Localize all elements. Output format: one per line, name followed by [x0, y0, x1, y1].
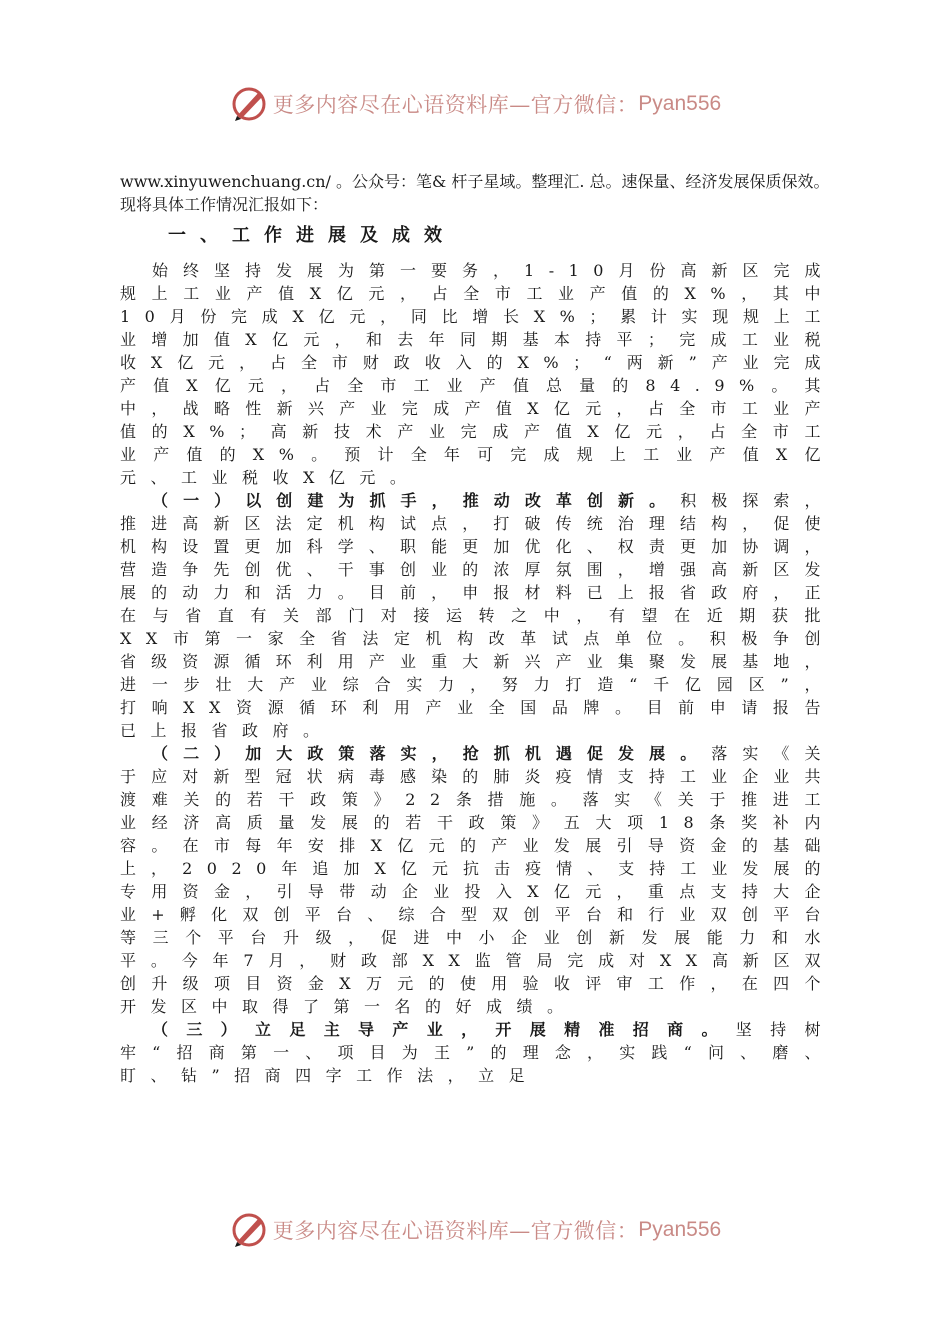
paragraph-reform — [120, 489, 835, 742]
body-investment: 坚持树牢“招商第一、项目为王”的理念，实践“问、磨、盯、钻”招商四字工作法，立足 — [120, 1020, 835, 1085]
document-body — [120, 170, 835, 1087]
section-heading: 一、工作进展及成效 — [168, 225, 456, 246]
banner-text: 更多内容尽在心语资料库—官方微信： — [272, 93, 639, 117]
footer-banner — [0, 1208, 950, 1252]
subheading-investment: （三）立足主导产业，开展精准招商。 — [152, 1020, 736, 1039]
pen-logo-icon — [229, 1210, 269, 1250]
banner-wechat-id: Pyan556 — [638, 92, 722, 115]
subheading-reform: （一）以创建为抓手，推动改革创新。 — [152, 491, 681, 510]
paragraph-policy — [120, 742, 835, 1018]
body-policy: 落实《关于应对新型冠状病毒感染的肺炎疫情支持工业企业共渡难关的若干政策》22条措施。落实《关于推进工业经济高质量发展的若干政策》五大项18条奖补内容。在市每年安排X亿元的产业发展引导资金的基础上，2020年追加X亿元抗击疫情、支持工业发展的专用资金，引导带动企业投入X亿元，重点支持大企业+孵化双创平台、综合型双创平台和行业双创平台等三个平台升级，促进中小企业创新发展能力和水平。今年7月，财政部XX监管局完成对XX高新区双创升级项目资金X万元的使用验收评审工作，在四个开发区中取得了第一名的好成绩。 — [120, 744, 835, 1016]
paragraph-investment — [120, 1018, 835, 1087]
subheading-policy: （二）加大政策落实，抢抓机遇促发展。 — [152, 744, 712, 763]
header-banner — [0, 82, 950, 126]
body-reform: 积极探索，推进高新区法定机构试点，打破传统治理结构，促使机构设置更加科学、职能更加优化、权责更加协调，营造争先创优、干事创业的浓厚氛围，增强高新区发展的动力和活力。目前，申报材料已上报省政府，正在与省直有关部门对接运转之中，有望在近期获批XX市第一家全省法定机构改革试点单位。积极争创省级资源循环利用产业重大新兴产业集聚发展基地，进一步壮大产业综合实力，努力打造“千亿园区”，打响XX资源循环利用产业全国品牌。目前申请报告已上报省政府。 — [120, 491, 835, 740]
pen-logo-icon — [229, 84, 269, 124]
paragraph-progress: 始终坚持发展为第一要务，1-10月份高新区完成规上工业产值X亿元，占全市工业产值的X%，其中10月份完成X亿元，同比增长X%；累计实现规上工业增加值X亿元，和去年同期基本持平；完成工业税收X亿元，占全市财政收入的X%；“两新”产业完成产值X亿元，占全市工业产值总量的84.9%。其中，战略性新兴产业完成产值X亿元，占全市工业产值的X%；高新技术产业完成产值X亿元，占全市工业产值的X%。预计全年可完成规上工业产值X亿元、工业税收X亿元。 — [120, 261, 835, 487]
intro-paragraph: www.xinyuwenchuang.cn/ 。公众号：笔& 杆子星域。整理汇. 总。速保量、经济发展保质保效。现将具体工作情况汇报如下： — [120, 172, 830, 214]
banner-text: 更多内容尽在心语资料库—官方微信： — [272, 1219, 639, 1243]
banner-wechat-id: Pyan556 — [638, 1218, 722, 1241]
